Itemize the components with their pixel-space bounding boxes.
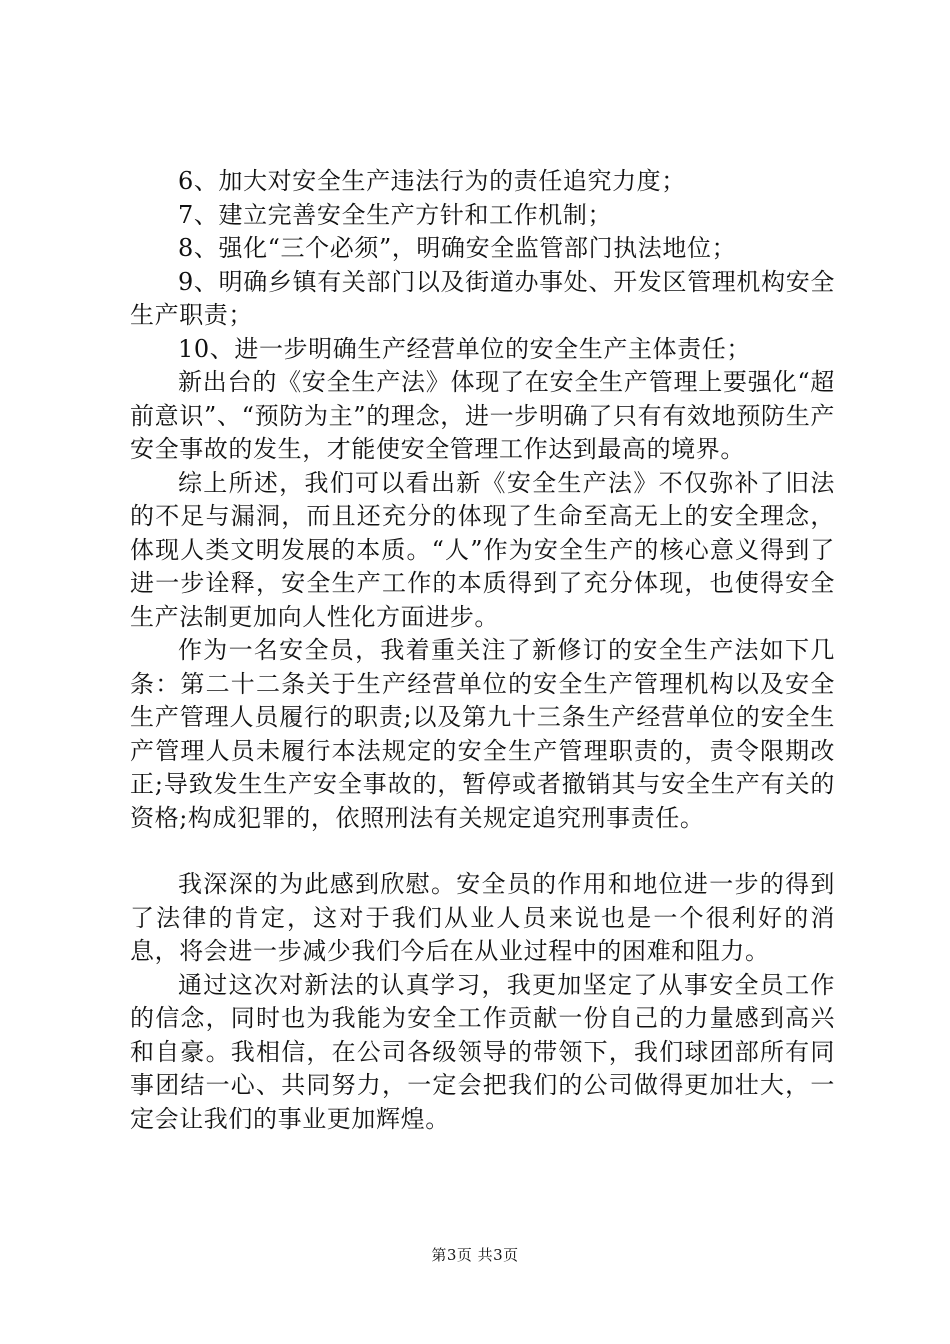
- document-body: [130, 165, 835, 1136]
- paragraph-gratified: 我深深的为此感到欣慰。安全员的作用和地位进一步的得到了法律的肯定，这对于我们从业人员来说也是一个很利好的消息，将会进一步减少我们今后在从业过程中的困难和阻力。: [130, 870, 835, 965]
- paragraph-item-8: 8、强化“三个必须”，明确安全监管部门执法地位；: [178, 234, 737, 262]
- paragraph-item-6: 6、加大对安全生产违法行为的责任追究力度；: [178, 167, 686, 195]
- paragraph-summary: 综上所述，我们可以看出新《安全生产法》不仅弥补了旧法的不足与漏洞，而且还充分的体现了生命至高无上的安全理念，体现人类文明发展的本质。“人”作为安全生产的核心意义得到了进一步诠释，安全生产工作的本质得到了充分体现，也使得安全生产法制更加向人性化方面进步。: [130, 468, 835, 631]
- paragraph-conclusion: 通过这次对新法的认真学习，我更加坚定了从事安全员工作的信念，同时也为我能为安全工作贡献一份自己的力量感到高兴和自豪。我相信，在公司各级领导的带领下，我们球团部所有同事团结一心、共同努力，一定会把我们的公司做得更加壮大，一定会让我们的事业更加辉煌。: [130, 970, 835, 1133]
- paragraph-safety-officer: 作为一名安全员，我着重关注了新修订的安全生产法如下几条：第二十二条关于生产经营单位的安全生产管理机构以及安全生产管理人员履行的职责;以及第九十三条生产经营单位的安全生产管理人员未履行本法规定的安全生产管理职责的，责令限期改正;导致发生生产安全事故的，暂停或者撤销其与安全生产有关的资格;构成犯罪的，依照刑法有关规定追究刑事责任。: [130, 636, 835, 832]
- paragraph-new-law: 新出台的《安全生产法》体现了在安全生产管理上要强化“超前意识”、“预防为主”的理念，进一步明确了只有有效地预防生产安全事故的发生，才能使安全管理工作达到最高的境界。: [130, 368, 835, 463]
- paragraph-item-7: 7、建立完善安全生产方针和工作机制；: [178, 200, 613, 229]
- page-footer: 第3页 共3页: [431, 1246, 519, 1264]
- paragraph-item-10: 10、进一步明确生产经营单位的安全生产主体责任；: [178, 334, 751, 363]
- paragraph-gap: [130, 835, 835, 868]
- paragraph-item-9: 9、明确乡镇有关部门以及街道办事处、开发区管理机构安全生产职责；: [130, 267, 835, 329]
